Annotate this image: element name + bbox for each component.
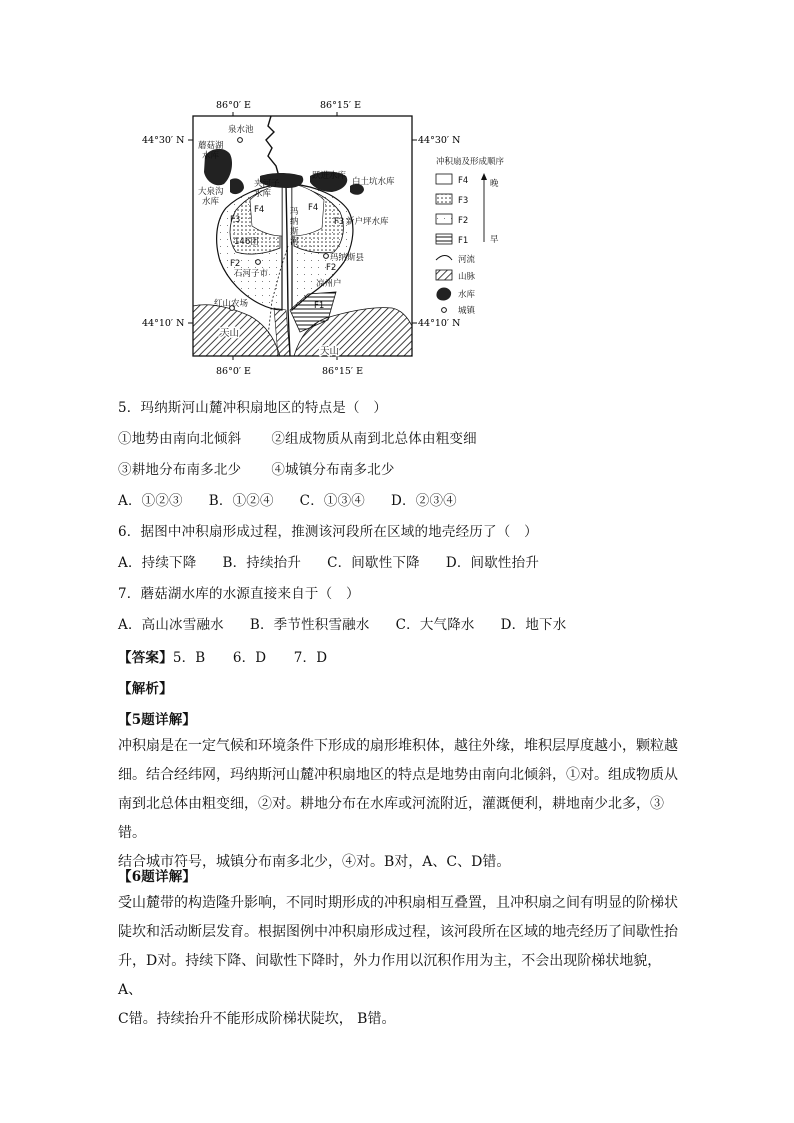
alluvial-fan-map	[140, 96, 560, 376]
legend-reservoir: 水库	[458, 290, 476, 300]
label-shihezi: 石河子市	[234, 269, 269, 279]
q7-option-d: D．地下水	[500, 617, 567, 633]
answer-items: 5．B 6．D 7．D	[172, 650, 328, 666]
answer-line	[118, 646, 327, 666]
q7-stem: 7．蘑菇湖水库的水源直接来自于（ ）	[118, 586, 360, 602]
analysis-label: 【解析】	[118, 681, 173, 697]
label-tianshan-left: 天山	[220, 328, 240, 339]
label-manasi: 玛纳斯县	[330, 253, 365, 263]
legend-f1: F1	[458, 236, 469, 246]
label-quanshuichi: 泉水池	[228, 125, 254, 135]
lat-top-left: 44°30′ N	[142, 135, 185, 146]
q6-options	[118, 551, 539, 571]
lat-bottom-left: 44°10′ N	[142, 318, 185, 329]
d6-line-3: 升，D对。持续下降、间歇性下降时，外力作用以沉积作用为主，不会出现阶梯状地貌，A、	[118, 953, 662, 998]
q5-statement-1: ①地势由南向北倾斜	[118, 431, 242, 447]
d5-line-4: 结合城市符号，城镇分布南多北少，④对。B对，A、C、D错。	[118, 854, 511, 870]
label-daquangou-2: 水库	[202, 197, 220, 207]
lon-top-left: 86°0′ E	[216, 100, 251, 111]
legend-title: 冲积扇及形成顺序	[436, 157, 505, 167]
label-f2-left: F2	[230, 259, 241, 269]
q6-option-c: C．间歇性下降	[327, 555, 420, 571]
label-f4-left: F4	[254, 205, 265, 215]
q5-statements-1	[118, 427, 477, 447]
label-liangzhouhu: 凉州户	[316, 279, 342, 289]
label-moguhu-2: 水库	[202, 151, 220, 161]
label-river-4: 河	[290, 237, 299, 247]
q5-statement-3: ③耕地分布南多北少	[118, 462, 242, 478]
q7-option-c: C．大气降水	[395, 617, 475, 633]
d5-line-2: 细。结合经纬网，玛纳斯河山麓冲积扇地区的特点是地势由南向北倾斜，①对。组成物质从	[118, 767, 678, 783]
d5-line-3: 南到北总体由粗变细，②对。耕地分布在水库或河流附近，灌溉便利，耕地南少北多，③错。	[118, 796, 664, 841]
legend-early: 早	[490, 235, 499, 245]
label-yuejin: 跃进水库	[312, 171, 347, 181]
label-f3-left: F3	[230, 215, 241, 225]
label-hongshan: 红山农场	[214, 299, 249, 309]
label-f2-right: F2	[326, 263, 337, 273]
legend-mountain: 山脉	[458, 272, 476, 282]
label-f3-right: F3	[334, 217, 345, 227]
q5-options	[118, 489, 457, 509]
q7-option-b: B．季节性积雪融水	[249, 617, 370, 633]
label-river-3: 斯	[290, 227, 299, 237]
legend-town: 城镇	[458, 306, 476, 316]
legend-f3: F3	[458, 196, 469, 206]
label-f4-right: F4	[308, 203, 319, 213]
q5-option-a: A．①②③	[118, 493, 183, 509]
label-river-2: 纳	[290, 217, 299, 227]
label-xinhuping: 新户坪水库	[346, 217, 389, 227]
q5-statements-2	[118, 458, 395, 478]
label-river-1: 玛	[290, 207, 299, 217]
d6-line-2: 陡坎和活动断层发育。根据图例中冲积扇形成过程，该河段所在区域的地壳经历了间歇性抬	[118, 924, 678, 940]
label-146: 146团	[234, 237, 259, 247]
label-tianshan-right: 天山	[320, 346, 340, 357]
q7-option-a: A．高山冰雪融水	[118, 617, 224, 633]
lat-bottom-right: 44°10′ N	[418, 318, 461, 329]
d5-heading: 【5题详解】	[118, 712, 197, 728]
lat-top-right: 44°30′ N	[418, 135, 461, 146]
legend-f4: F4	[458, 176, 469, 186]
d5-line-1: 冲积扇是在一定气候和环境条件下形成的扇形堆积体，越往外缘，堆积层厚度越小，颗粒越	[118, 738, 678, 754]
q5-option-b: B．①②④	[208, 493, 274, 509]
lon-top-right: 86°15′ E	[320, 100, 362, 111]
q5-stem: 5．玛纳斯河山麓冲积扇地区的特点是（ ）	[118, 400, 388, 416]
label-daquangou-1: 大泉沟	[198, 187, 224, 197]
q6-option-b: B．持续抬升	[222, 555, 302, 571]
d6-body	[118, 889, 680, 1034]
q5-option-c: C．①③④	[299, 493, 366, 509]
d5-body	[118, 732, 680, 877]
q6-stem: 6．据图中冲积扇形成过程，推测该河段所在区域的地壳经历了（ ）	[118, 524, 538, 540]
label-moguhu-1: 蘑菇湖	[198, 141, 224, 151]
legend-late: 晚	[490, 179, 499, 189]
legend-f2: F2	[458, 216, 469, 226]
lon-bottom-left: 86°0′ E	[216, 366, 251, 376]
d6-heading: 【6题详解】	[118, 869, 197, 885]
label-jiahezi-2: 水库	[254, 189, 272, 199]
label-f1: F1	[314, 301, 325, 311]
q6-option-d: D．间歇性抬升	[445, 555, 540, 571]
map-legend	[436, 156, 505, 316]
q6-option-a: A．持续下降	[118, 555, 197, 571]
label-baitukeng: 白土坑水库	[352, 177, 395, 187]
legend-river: 河流	[458, 255, 476, 265]
q7-options	[118, 613, 566, 633]
answer-label: 【答案】	[118, 650, 173, 666]
q5-statement-4: ④城镇分布南多北少	[271, 462, 395, 478]
d6-line-4: C错。持续抬升不能形成阶梯状陡坎， B错。	[118, 1011, 396, 1027]
q5-statement-2: ②组成物质从南到北总体由粗变细	[271, 431, 477, 447]
lon-bottom-right: 86°15′ E	[322, 366, 364, 376]
d6-line-1: 受山麓带的构造隆升影响，不同时期形成的冲积扇相互叠置，且冲积扇之间有明显的阶梯状	[118, 895, 678, 911]
label-jiahezi-1: 夹河子	[254, 179, 280, 189]
q5-option-d: D．②③④	[391, 493, 457, 509]
